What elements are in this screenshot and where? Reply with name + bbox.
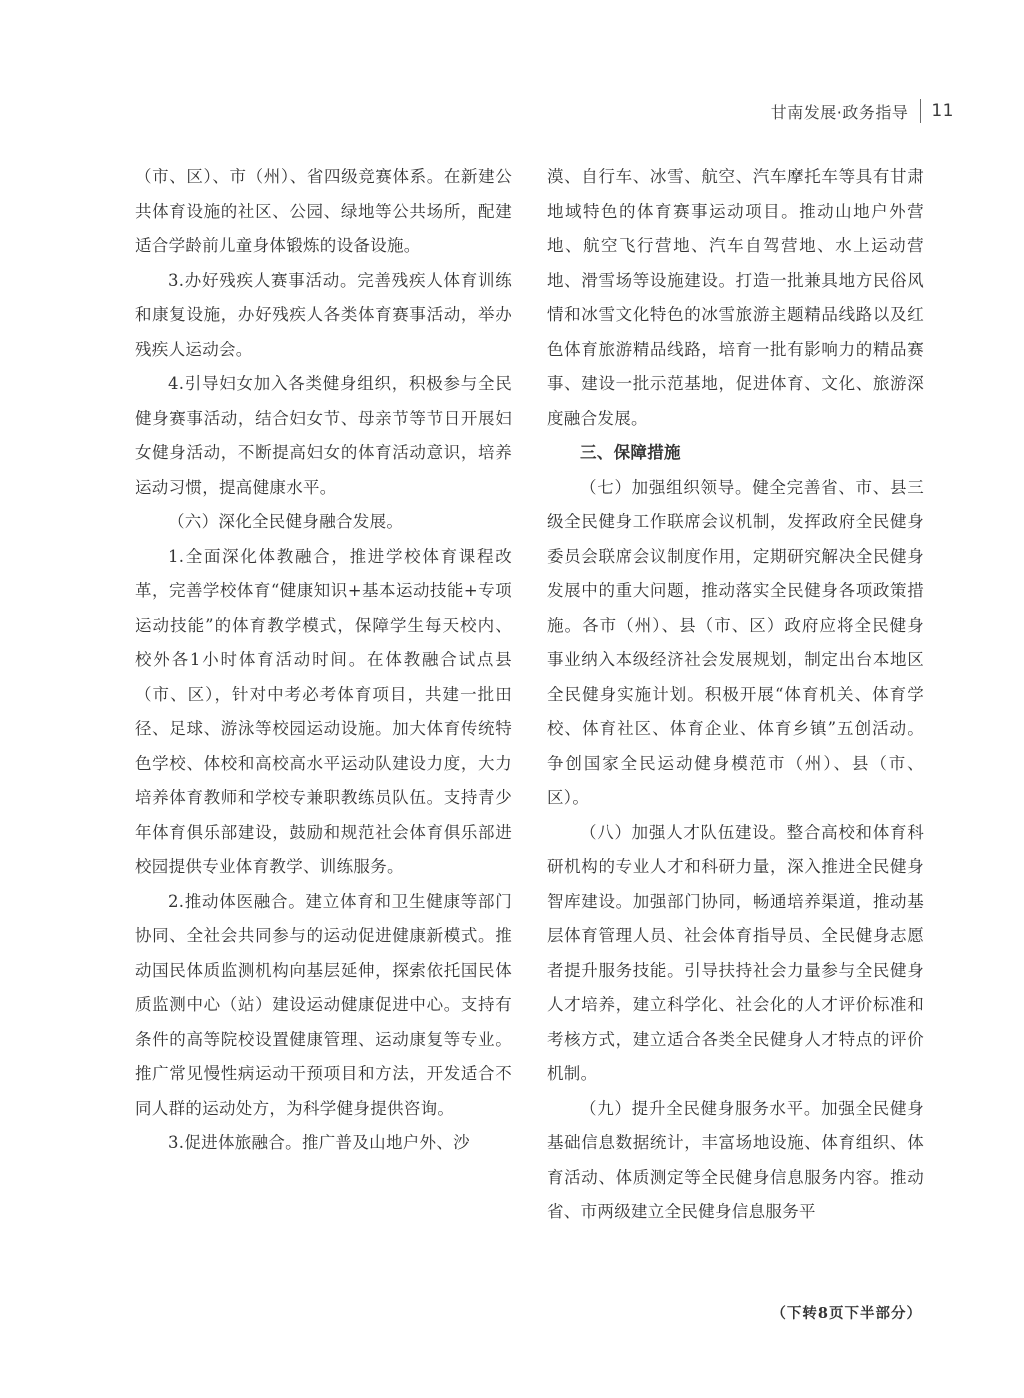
journal-title: 甘南发展·政务指导 (770, 102, 909, 122)
section-heading-integration: （六）深化全民健身融合发展。 (168, 512, 404, 531)
paragraph-women-fitness: 4.引导妇女加入各类健身组织，积极参与全民健身赛事活动，结合妇女节、母亲节等节日开展妇女健身活动，不断提高妇女的体育活动意识，培养运动习惯，提高健康水平。 (135, 374, 512, 497)
paragraph-service-level: （九）提升全民健身服务水平。加强全民健身基础信息数据统计，丰富场地设施、体育组织、体育活动、体质测定等全民健身信息服务内容。推动省、市两级建立全民健身信息服务平 (547, 1098, 924, 1221)
paragraph-disabled-sports: 3.办好残疾人赛事活动。完善残疾人体育训练和康复设施，办好残疾人各类体育赛事活动，举办残疾人运动会。 (135, 270, 512, 359)
section-heading-safeguards: 三、保障措施 (580, 443, 681, 462)
header-divider (920, 99, 921, 123)
paragraph-continued: （市、区）、市（州）、省四级竞赛体系。在新建公共体育设施的社区、公园、绿地等公共场所，配建适合学龄前儿童身体锻炼的设备设施。 (135, 167, 512, 255)
paragraph-sports-medicine: 2.推动体医融合。建立体育和卫生健康等部门协同、全社会共同参与的运动促进健康新模式。推动国民体质监测机构向基层延伸，探索依托国民体质监测中心（站）建设运动健康促进中心。支持有条件的高等院校设置健康管理、运动康复等专业。推广常见慢性病运动干预项目和方法，开发适合不同人群的运动处方，为科学健身提供咨询。 (135, 891, 512, 1118)
page-number: 11 (931, 101, 954, 121)
paragraph-organization-leadership: （七）加强组织领导。健全完善省、市、县三级全民健身工作联席会议机制，发挥政府全民健身委员会联席会议制度作用，定期研究解决全民健身发展中的重大问题，推动落实全民健身各项政策措施。各市（州）、县（市、区）政府应将全民健身事业纳入本级经济社会发展规划，制定出台本地区全民健身实施计划。积极开展“体育机关、体育学校、体育社区、体育企业、体育乡镇”五创活动。争创国家全民运动健身模范市（州）、县（市、区）。 (547, 477, 924, 807)
paragraph-talent-team: （八）加强人才队伍建设。整合高校和体育科研机构的专业人才和科研力量，深入推进全民健身智库建设。加强部门协同，畅通培养渠道，推动基层体育管理人员、社会体育指导员、全民健身志愿者提升服务技能。引导扶持社会力量参与全民健身人才培养，建立科学化、社会化的人才评价标准和考核方式，建立适合各类全民健身人才特点的评价机制。 (547, 822, 924, 1083)
right-column (547, 160, 924, 1230)
left-column (135, 160, 512, 1161)
continuation-note: （下转8页下半部分） (771, 1305, 922, 1322)
paragraph-sports-education: 1.全面深化体教融合，推进学校体育课程改革，完善学校体育“健康知识+基本运动技能+专项运动技能”的体育教学模式，保障学生每天校内、校外各1小时体育活动时间。在体教融合试点县（市、区），针对中考必考体育项目，共建一批田径、足球、游泳等校园运动设施。加大体育传统特色学校、体校和高校高水平运动队建设力度，大力培养体育教师和学校专兼职教练员队伍。支持青少年体育俱乐部建设，鼓励和规范社会体育俱乐部进校园提供专业体育教学、训练服务。 (135, 546, 512, 876)
paragraph-continued: 漠、自行车、冰雪、航空、汽车摩托车等具有甘肃地域特色的体育赛事运动项目。推动山地户外营地、航空飞行营地、汽车自驾营地、水上运动营地、滑雪场等设施建设。打造一批兼具地方民俗风情和冰雪文化特色的冰雪旅游主题精品线路以及红色体育旅游精品线路，培育一批有影响力的精品赛事、建设一批示范基地，促进体育、文化、旅游深度融合发展。 (547, 167, 924, 428)
running-header (771, 96, 954, 126)
paragraph-sports-tourism: 3.促进体旅融合。推广普及山地户外、沙 (168, 1133, 470, 1152)
